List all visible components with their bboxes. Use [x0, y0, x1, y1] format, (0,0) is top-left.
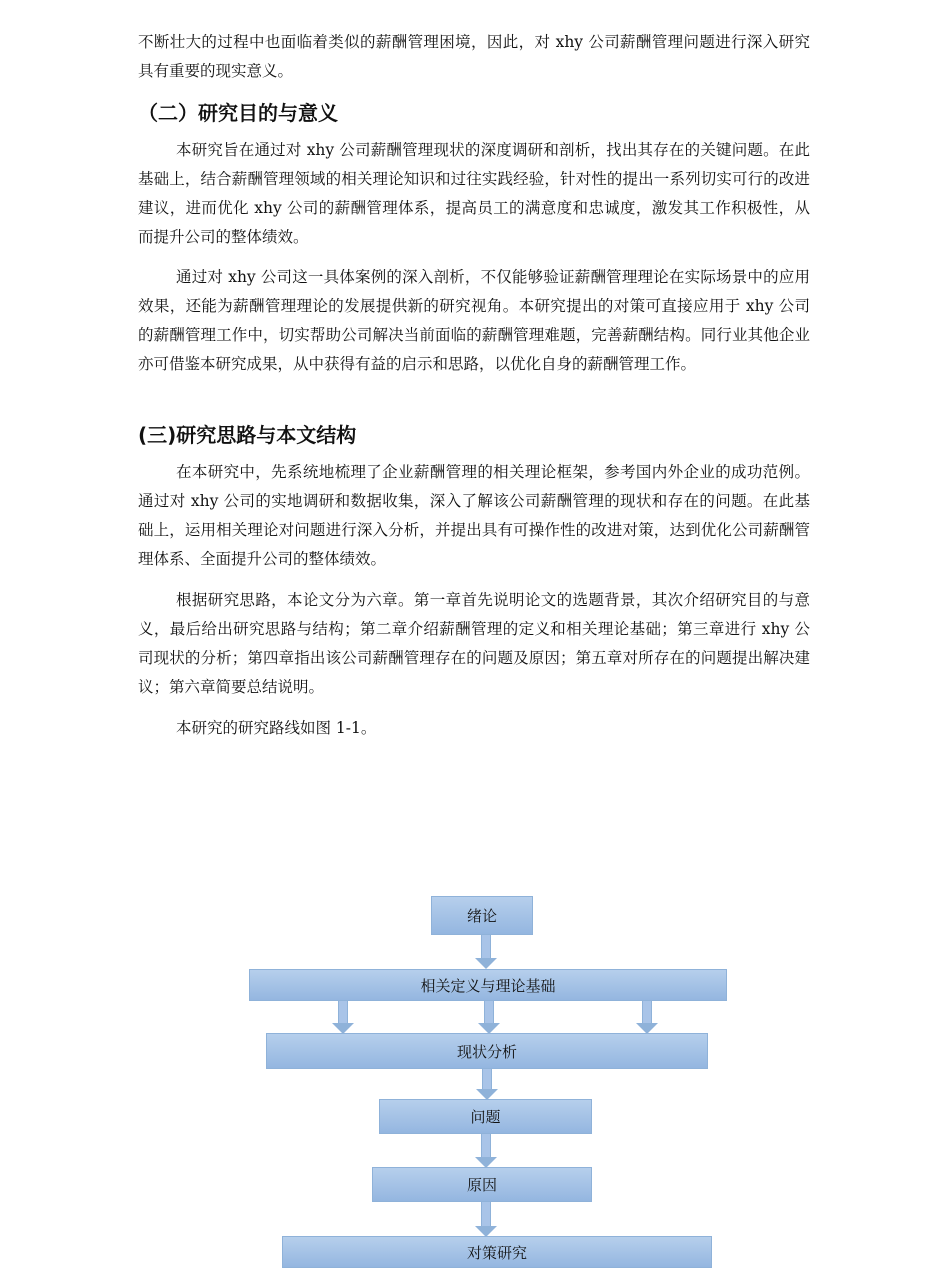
paragraph-figure-reference: 本研究的研究路线如图 1-1。 [176, 719, 377, 737]
section-heading-research-purpose: （二）研究目的与意义 [138, 101, 338, 125]
flow-node-problem: 问题 [379, 1099, 592, 1134]
section-heading-research-structure: (三)研究思路与本文结构 [138, 423, 357, 447]
paragraph-significance: 通过对 xhy 公司这一具体案例的深入剖析，不仅能够验证薪酬管理理论在实际场景中的应用效果，还能为薪酬管理理论的发展提供新的研究视角。本研究提出的对策可直接应用于 xhy 公司的薪酬管理工作中，切实帮助公司解决当前面临的薪酬管理难题，完善薪酬结构。同行业其他企业亦可借鉴本研究成果，从中获得有益的启示和思路，以优化自身的薪酬管理工作。 [138, 268, 810, 373]
flow-arrow [474, 1134, 498, 1168]
paragraph-purpose: 本研究旨在通过对 xhy 公司薪酬管理现状的深度调研和剖析，找出其存在的关键问题。在此基础上，结合薪酬管理领域的相关理论知识和过往实践经验，针对性的提出一系列切实可行的改进建议，进而优化 xhy 公司的薪酬管理体系，提高员工的满意度和忠诚度，激发其工作积极性，从而提升公司的整体绩效。 [138, 141, 810, 246]
flow-arrow [635, 1001, 659, 1034]
flow-arrow [331, 1001, 355, 1034]
flow-node-strategy: 对策研究 [282, 1236, 712, 1268]
flow-arrow [474, 1202, 498, 1237]
flow-node-cause: 原因 [372, 1167, 592, 1202]
paragraph-chapters: 根据研究思路，本论文分为六章。第一章首先说明论文的选题背景，其次介绍研究目的与意义，最后给出研究思路与结构；第二章介绍薪酬管理的定义和相关理论基础；第三章进行 xhy 公司现状的分析；第四章指出该公司薪酬管理存在的问题及原因；第五章对所存在的问题提出解决建议；第六章简要总结说明。 [138, 591, 810, 696]
flow-node-theory: 相关定义与理论基础 [249, 969, 727, 1001]
paragraph-continued: 不断壮大的过程中也面临着类似的薪酬管理困境，因此，对 xhy 公司薪酬管理问题进行深入研究具有重要的现实意义。 [138, 33, 810, 80]
flow-arrow [477, 1001, 501, 1034]
paragraph-approach: 在本研究中，先系统地梳理了企业薪酬管理的相关理论框架，参考国内外企业的成功范例。通过对 xhy 公司的实地调研和数据收集，深入了解该公司薪酬管理的现状和存在的问题。在此基础上，运用相关理论对问题进行深入分析，并提出具有可操作性的改进对策，达到优化公司薪酬管理体系、全面提升公司的整体绩效。 [138, 463, 810, 568]
flow-arrow [475, 1069, 499, 1100]
flow-arrow [474, 935, 498, 969]
flow-node-status: 现状分析 [266, 1033, 708, 1069]
flow-node-intro: 绪论 [431, 896, 533, 935]
